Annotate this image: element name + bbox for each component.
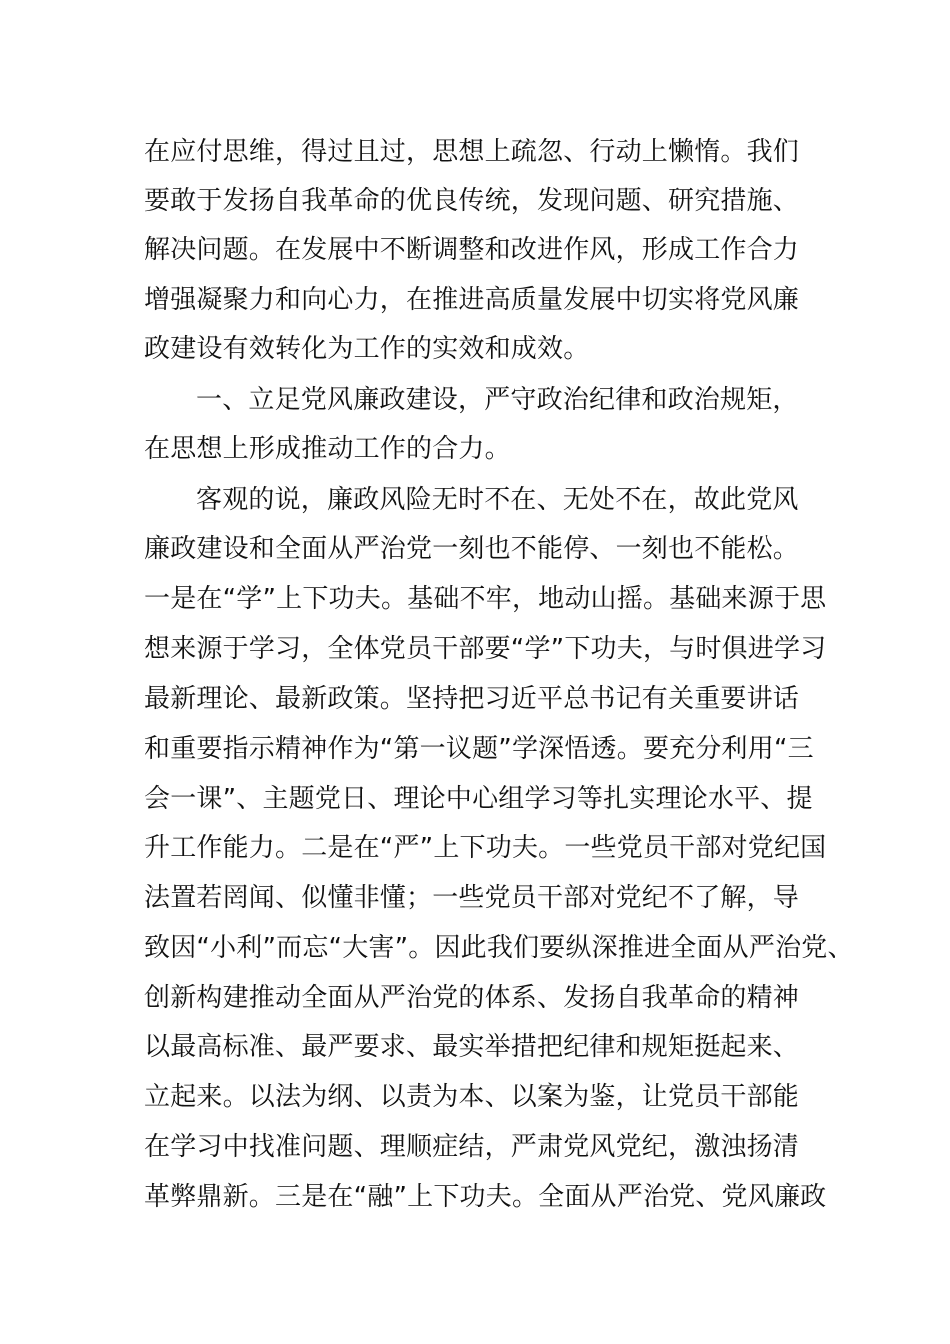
section-heading-line: 在思想上形成推动工作的合力。: [144, 434, 511, 464]
text-line: 升工作能力。二是在“严”上下功夫。一些党员干部对党纪国: [144, 833, 827, 863]
text-line: 想来源于学习，全体党员干部要“学”下功夫，与时俱进学习: [144, 634, 827, 664]
text-line: 以最高标准、最严要求、最实举措把纪律和规矩挺起来、: [144, 1032, 800, 1062]
text-line: 在应付思维，得过且过，思想上疏忽、行动上懒惰。我们: [144, 137, 800, 167]
text-line: 政建设有效转化为工作的实效和成效。: [144, 334, 590, 364]
text-line: 一是在“学”上下功夫。基础不牢，地动山摇。基础来源于思: [144, 584, 827, 614]
text-line: 最新理论、最新政策。坚持把习近平总书记有关重要讲话: [144, 684, 800, 714]
text-line: 解决问题。在发展中不断调整和改进作风，形成工作合力: [144, 235, 800, 265]
text-line: 要敢于发扬自我革命的优良传统，发现问题、研究措施、: [144, 186, 800, 216]
section-heading-line: 一、立足党风廉政建设，严守政治纪律和政治规矩，: [196, 385, 799, 415]
text-line: 和重要指示精神作为“第一议题”学深悟透。要充分利用“三: [144, 734, 814, 764]
text-line: 廉政建设和全面从严治党一刻也不能停、一刻也不能松。: [144, 534, 800, 564]
text-line: 致因“小利”而忘“大害”。因此我们要纵深推进全面从严治党、: [144, 933, 854, 963]
text-line: 增强凝聚力和向心力，在推进高质量发展中切实将党风廉: [144, 285, 800, 315]
text-line: 在学习中找准问题、理顺症结，严肃党风党纪，激浊扬清: [144, 1132, 800, 1162]
text-line: 创新构建推动全面从严治党的体系、发扬自我革命的精神: [144, 983, 800, 1013]
text-line: 会一课”、主题党日、理论中心组学习等扎实理论水平、提: [144, 784, 813, 814]
text-line: 立起来。以法为纲、以责为本、以案为鉴，让党员干部能: [144, 1082, 800, 1112]
text-line: 法置若罔闻、似懂非懂；一些党员干部对党纪不了解，导: [144, 883, 800, 913]
text-line: 客观的说，廉政风险无时不在、无处不在，故此党风: [196, 485, 799, 515]
text-line: 革弊鼎新。三是在“融”上下功夫。全面从严治党、党风廉政: [144, 1182, 827, 1212]
